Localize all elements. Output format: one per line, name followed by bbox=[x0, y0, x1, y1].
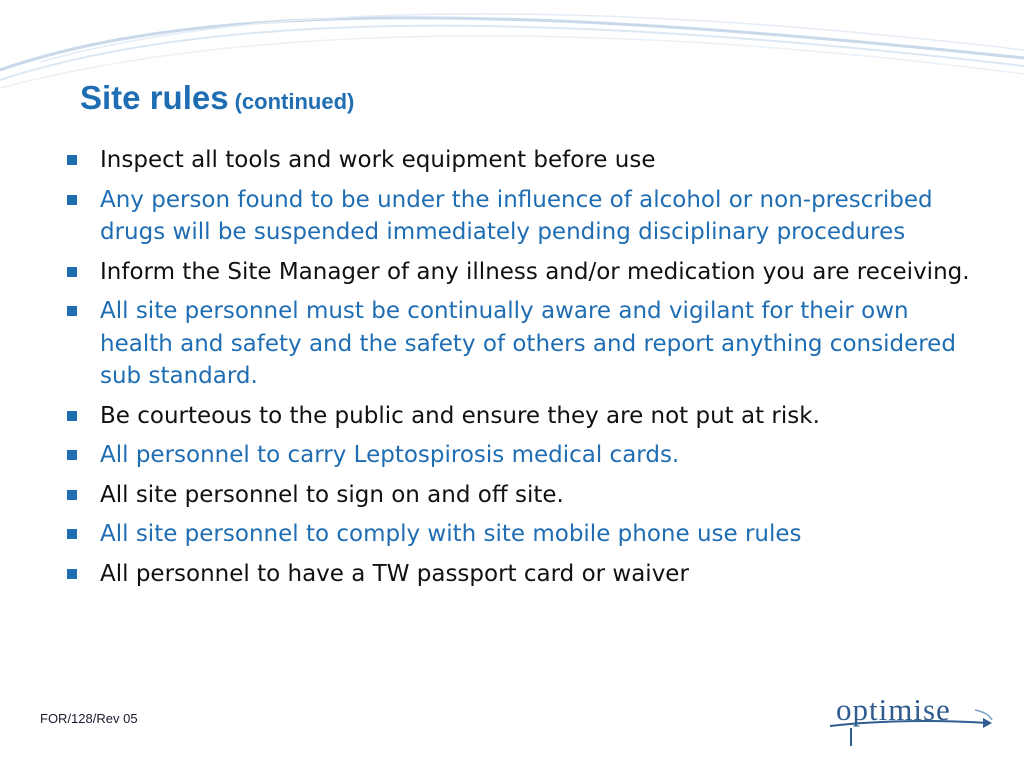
bullet-item bbox=[66, 184, 971, 249]
bullet-text: Inform the Site Manager of any illness and/or medication you are receiving. bbox=[100, 258, 970, 285]
square-bullet-icon bbox=[67, 195, 77, 205]
bullet-text: Be courteous to the public and ensure they are not put at risk. bbox=[100, 402, 820, 429]
bullet-text: All site personnel to comply with site mobile phone use rules bbox=[100, 521, 802, 547]
square-bullet-icon bbox=[67, 411, 77, 421]
bullet-item bbox=[66, 295, 971, 393]
logo-text: optimise bbox=[836, 692, 951, 727]
bullet-list bbox=[66, 144, 971, 597]
bullet-item bbox=[66, 439, 971, 472]
title-main: Site rules bbox=[80, 79, 229, 116]
square-bullet-icon bbox=[67, 490, 77, 500]
square-bullet-icon bbox=[67, 450, 77, 460]
bullet-text: All personnel to carry Leptospirosis medical cards. bbox=[100, 442, 680, 468]
square-bullet-icon bbox=[67, 529, 77, 539]
bullet-item bbox=[66, 144, 971, 177]
bullet-text: All site personnel to sign on and off site. bbox=[100, 481, 564, 508]
bullet-text: Inspect all tools and work equipment before use bbox=[100, 147, 656, 173]
bullet-text: Any person found to be under the influence of alcohol or non-prescribed drugs will be suspended immediately pending disciplinary procedures bbox=[100, 186, 933, 245]
bullet-text: All site personnel must be continually aware and vigilant for their own health and safety and the safety of others and report anything considered sub standard. bbox=[100, 298, 956, 389]
bullet-item bbox=[66, 558, 971, 591]
optimise-logo bbox=[820, 690, 1000, 750]
bullet-text: All personnel to have a TW passport card or waiver bbox=[100, 560, 689, 587]
square-bullet-icon bbox=[67, 569, 77, 579]
bullet-item bbox=[66, 256, 971, 289]
square-bullet-icon bbox=[67, 155, 77, 165]
title-suffix: (continued) bbox=[234, 89, 355, 114]
bullet-item bbox=[66, 479, 971, 512]
document-code: FOR/128/Rev 05 bbox=[40, 711, 138, 726]
square-bullet-icon bbox=[67, 306, 77, 316]
square-bullet-icon bbox=[67, 267, 77, 277]
bullet-item bbox=[66, 518, 971, 551]
slide-title bbox=[80, 80, 354, 116]
bullet-item bbox=[66, 400, 971, 433]
